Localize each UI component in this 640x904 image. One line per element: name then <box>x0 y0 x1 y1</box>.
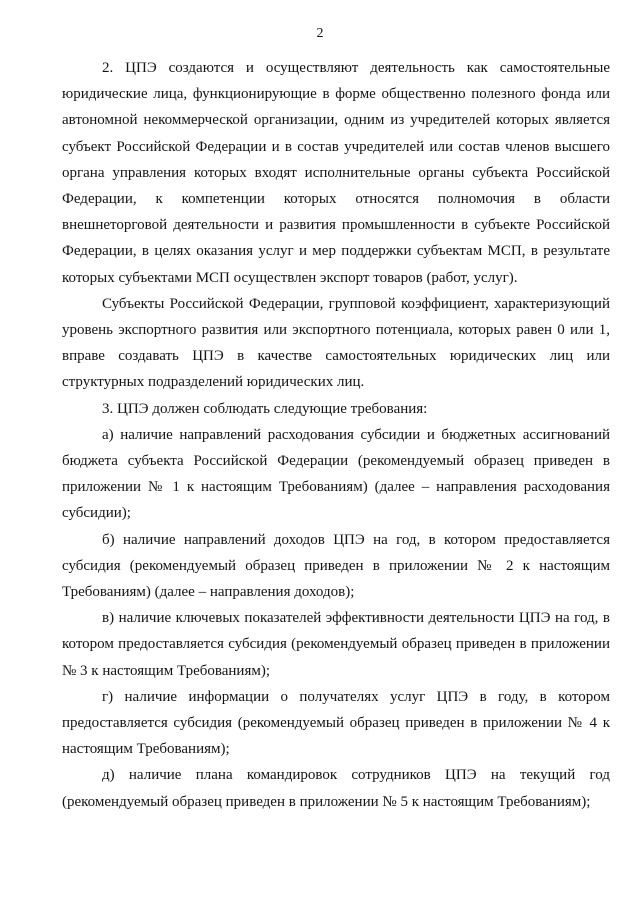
page-number: 2 <box>316 26 324 41</box>
item-a: а) наличие направлений расходования субсидии и бюджетных ассигнований бюджета субъекта Российской Федерации (рекомендуемый образец приведен в приложении № 1 к настоящим Требованиям) (далее – направления расходования субсидии); <box>62 426 610 522</box>
document-body <box>62 55 610 815</box>
paragraph-subjects: Субъекты Российской Федерации, групповой коэффициент, характеризующий уровень экспортного развития или экспортного потенциала, которых равен 0 или 1, вправе создавать ЦПЭ в качестве самостоятельных юридических лиц или структурных подразделений юридических лиц. <box>62 295 610 391</box>
paragraph-3: 3. ЦПЭ должен соблюдать следующие требования: <box>102 400 428 417</box>
item-g: г) наличие информации о получателях услуг ЦПЭ в году, в котором предоставляется субсидия (рекомендуемый образец приведен в приложении № 4 к настоящим Требованиям); <box>62 688 610 758</box>
paragraph-2: 2. ЦПЭ создаются и осуществляют деятельность как самостоятельные юридические лица, функционирующие в форме общественно полезного фонда или автономной некоммерческой организации, одним из учредителей которых является субъект Российской Федерации и в состав учредителей или состав членов высшего органа управления которых входят исполнительные органы субъекта Российской Федерации, к компетенции которых относятся полномочия в области внешнеторговой деятельности и развития промышленности в субъекте Российской Федерации, в целях оказания услуг и мер поддержки субъектам МСП, в результате которых субъектами МСП осуществлен экспорт товаров (работ, услуг). <box>62 60 610 286</box>
item-b: б) наличие направлений доходов ЦПЭ на год, в котором предоставляется субсидия (рекомендуемый образец приведен в приложении № 2 к настоящим Требованиям) (далее – направления доходов); <box>62 531 610 601</box>
item-v: в) наличие ключевых показателей эффективности деятельности ЦПЭ на год, в котором предоставляется субсидия (рекомендуемый образец приведен в приложении № 3 к настоящим Требованиям); <box>62 610 610 679</box>
item-d: д) наличие плана командировок сотрудников ЦПЭ на текущий год (рекомендуемый образец приведен в приложении № 5 к настоящим Требованиям); <box>62 767 610 810</box>
